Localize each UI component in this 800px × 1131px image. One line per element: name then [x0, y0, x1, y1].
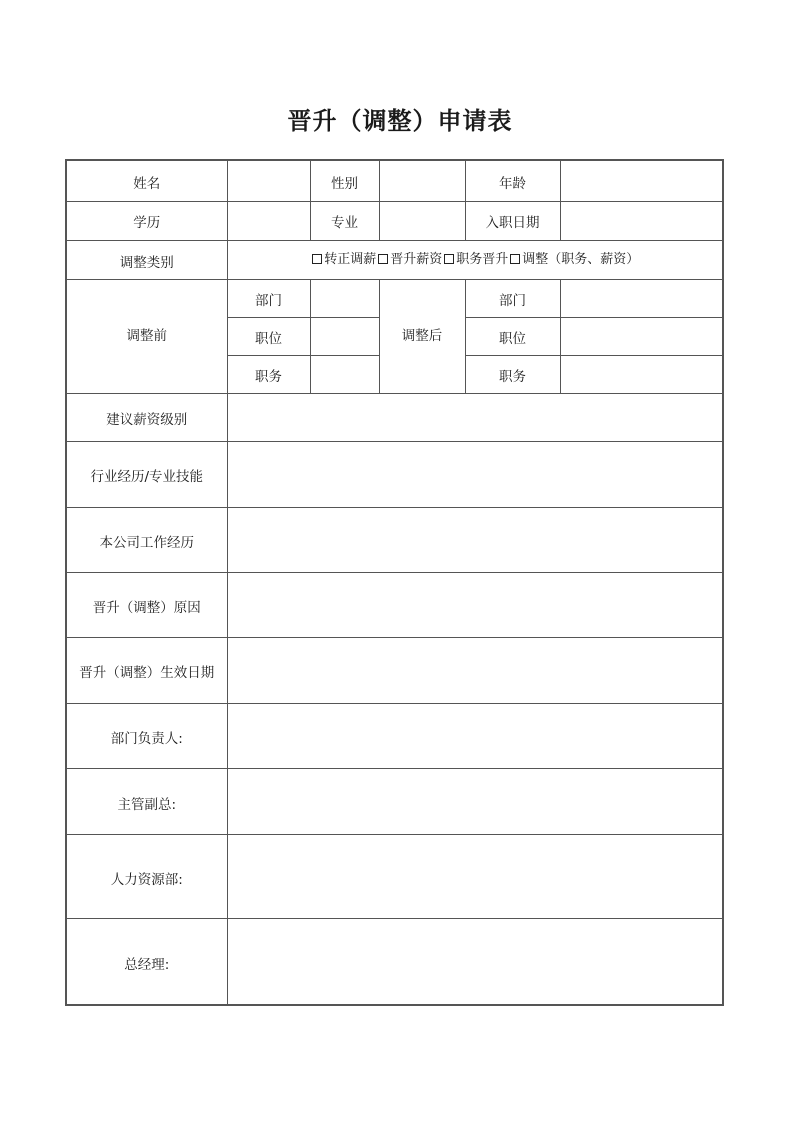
label-before: 调整前: [66, 279, 227, 393]
checkbox-adjustment[interactable]: [510, 254, 520, 264]
label-name: 姓名: [66, 160, 227, 201]
value-dept-head[interactable]: [227, 704, 723, 769]
value-reason[interactable]: [227, 572, 723, 637]
value-vp[interactable]: [227, 769, 723, 835]
label-before-position: 职位: [227, 317, 310, 355]
value-before-post[interactable]: [310, 355, 379, 393]
label-adjust-type: 调整类别: [66, 240, 227, 279]
option-regularization: 转正调薪: [324, 252, 377, 268]
label-hire-date: 入职日期: [465, 201, 560, 240]
row-dept-head: [66, 704, 723, 769]
label-dept-head: 部门负责人:: [66, 704, 227, 769]
row-hr: [66, 835, 723, 919]
value-before-department[interactable]: [310, 279, 379, 317]
value-after-department[interactable]: [560, 279, 723, 317]
application-form-table: [65, 159, 724, 1006]
label-reason: 晋升（调整）原因: [66, 572, 227, 637]
value-age[interactable]: [560, 160, 723, 201]
label-before-post: 职务: [227, 355, 310, 393]
option-position-promotion: 职务晋升: [456, 252, 509, 268]
row-effective-date: [66, 637, 723, 703]
option-adjustment: 调整（职务、薪资）: [522, 252, 640, 268]
checkbox-promotion-salary[interactable]: [378, 254, 388, 264]
form-title: 晋升（调整）申请表: [287, 107, 513, 135]
value-hr[interactable]: [227, 835, 723, 919]
label-company-experience: 本公司工作经历: [66, 507, 227, 572]
value-gender[interactable]: [379, 160, 465, 201]
label-hr: 人力资源部:: [66, 835, 227, 919]
row-experience: [66, 441, 723, 507]
label-major: 专业: [310, 201, 379, 240]
label-vp: 主管副总:: [66, 769, 227, 835]
label-after: 调整后: [379, 279, 465, 393]
checkbox-regularization[interactable]: [312, 254, 322, 264]
value-after-position[interactable]: [560, 317, 723, 355]
value-major[interactable]: [379, 201, 465, 240]
value-education[interactable]: [227, 201, 310, 240]
value-after-post[interactable]: [560, 355, 723, 393]
label-after-post: 职务: [465, 355, 560, 393]
adjust-type-options: [227, 240, 723, 279]
value-experience[interactable]: [227, 441, 723, 507]
value-gm[interactable]: [227, 919, 723, 1005]
row-adjust-type: [66, 240, 723, 279]
label-gender: 性别: [310, 160, 379, 201]
checkbox-position-promotion[interactable]: [444, 254, 454, 264]
label-after-department: 部门: [465, 279, 560, 317]
label-age: 年龄: [465, 160, 560, 201]
row-education: [66, 201, 723, 240]
value-hire-date[interactable]: [560, 201, 723, 240]
label-effective-date: 晋升（调整）生效日期: [66, 637, 227, 703]
value-company-experience[interactable]: [227, 507, 723, 572]
value-name[interactable]: [227, 160, 310, 201]
value-salary-level[interactable]: [227, 393, 723, 441]
label-before-department: 部门: [227, 279, 310, 317]
row-salary-level: [66, 393, 723, 441]
label-education: 学历: [66, 201, 227, 240]
label-gm: 总经理:: [66, 919, 227, 1005]
value-before-position[interactable]: [310, 317, 379, 355]
row-basic-info: [66, 160, 723, 201]
row-company-experience: [66, 507, 723, 572]
option-promotion-salary: 晋升薪资: [390, 252, 443, 268]
row-department: [66, 279, 723, 317]
row-gm: [66, 919, 723, 1005]
row-vp: [66, 769, 723, 835]
label-experience: 行业经历/专业技能: [66, 441, 227, 507]
label-salary-level: 建议薪资级别: [66, 393, 227, 441]
label-after-position: 职位: [465, 317, 560, 355]
row-reason: [66, 572, 723, 637]
value-effective-date[interactable]: [227, 637, 723, 703]
